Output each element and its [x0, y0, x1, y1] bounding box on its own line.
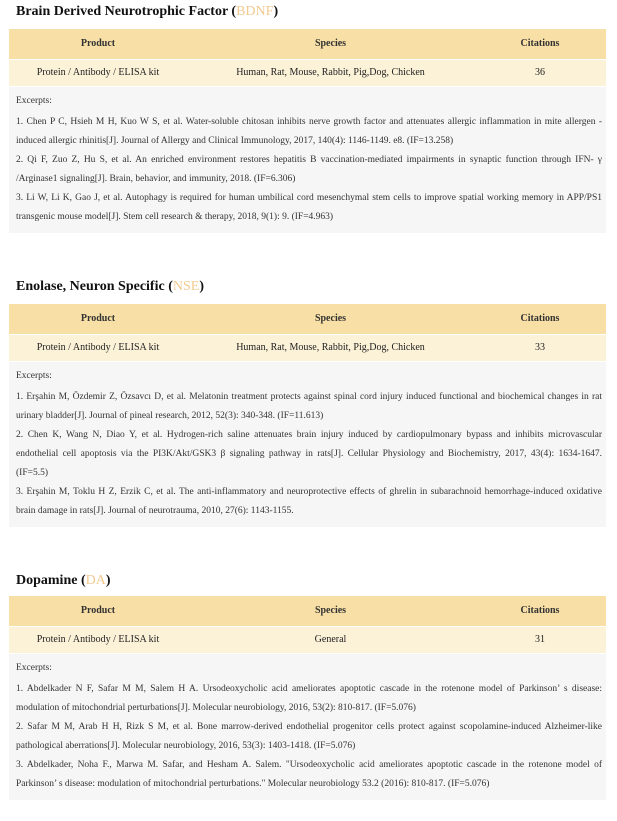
excerpt-item: 3. Erşahin M, Toklu H Z, Erzik C, et al. The anti-inflammatory and neuroprotective effects of ghrelin in subarachnoid hemorrhage-induced oxidative brain damage in rats[J]. Journal of neurotrauma, 2010, 27(6): 1143-1155. — [16, 486, 602, 516]
cell-species: Human, Rat, Mouse, Rabbit, Pig,Dog, Chicken — [187, 334, 474, 361]
table-header-row — [9, 596, 606, 626]
excerpts-label: Excerpts: — [16, 95, 52, 106]
excerpt-item: 1. Chen P C, Hsieh M H, Kuo W S, et al. Water-soluble chitosan inhibits nerve growth factor and attenuates allergic inflammation in mite allergen - induced allergic rhinitis[J]. Journal of Allergy and Clinical Immunology, 2017, 140(4): 1146-1149. e8. (IF=13.258) — [16, 116, 602, 146]
excerpts-box — [9, 87, 606, 233]
section-title — [16, 3, 606, 21]
section-abbr: DA — [85, 573, 106, 588]
cell-citations: 31 — [474, 626, 606, 653]
header-citations: Citations — [474, 304, 606, 334]
excerpt-item: 2. Qi F, Zuo Z, Hu S, et al. An enriched environment restores hepatitis B vaccination-mediated impairments in synaptic function through IFN- γ /Arginase1 signaling[J]. Brain, behavior, and immunity, 2018. (IF=6.306) — [16, 154, 602, 184]
section-nse — [9, 278, 606, 527]
section-abbr: NSE — [172, 279, 200, 294]
cell-citations: 36 — [474, 59, 606, 86]
excerpt-item: 2. Chen K, Wang N, Diao Y, et al. Hydrogen-rich saline attenuates brain injury induced by cardiopulmonary bypass and inhibits microvascular endothelial cell apoptosis via the PI3K/Akt/GSK3 β signaling pathway in rats[J]. Cellular Physiology and Biochemistry, 2017, 43(4): 1634-1647. (IF=5.5) — [16, 429, 602, 478]
section-title — [16, 572, 606, 590]
table-row — [9, 334, 606, 361]
header-citations: Citations — [474, 29, 606, 59]
section-dopamine — [9, 572, 606, 800]
header-species: Species — [187, 304, 474, 334]
section-title-text: Dopamine — [16, 573, 78, 588]
product-table — [9, 29, 606, 87]
excerpts-box — [9, 362, 606, 527]
paren-open: ( — [231, 4, 237, 19]
table-header-row — [9, 29, 606, 59]
cell-species: Human, Rat, Mouse, Rabbit, Pig,Dog, Chicken — [187, 59, 474, 86]
cell-citations: 33 — [474, 334, 606, 361]
header-species: Species — [187, 29, 474, 59]
section-abbr: BDNF — [236, 4, 274, 19]
excerpt-item: 3. Abdelkader, Noha F., Marwa M. Safar, and Hesham A. Salem. "Ursodeoxycholic acid ameliorates apoptotic cascade in the rotenone model of Parkinson’ s disease: modulation of mitochondrial perturbations." Molecular neurobiology 53.2 (2016): 810-817. (IF=5.076) — [16, 759, 602, 789]
paren-close: ) — [273, 4, 279, 19]
cell-product: Protein / Antibody / ELISA kit — [9, 334, 187, 361]
header-product: Product — [9, 29, 187, 59]
excerpt-item: 1. Abdelkader N F, Safar M M, Salem H A. Ursodeoxycholic acid ameliorates apoptotic cascade in the rotenone model of Parkinson’ s disease: modulation of mitochondrial perturbations[J]. Molecular neurobiology, 2016, 53(2): 810-817. (IF=5.076) — [16, 683, 602, 713]
excerpts-label: Excerpts: — [16, 370, 52, 381]
header-product: Product — [9, 304, 187, 334]
paren-open: ( — [80, 573, 86, 588]
excerpt-item: 3. Li W, Li K, Gao J, et al. Autophagy is required for human umbilical cord mesenchymal stem cells to improve spatial working memory in APP/PS1 transgenic mouse model[J]. Stem cell research & therapy, 2018, 9(1): 9. (IF=4.963) — [16, 192, 602, 222]
header-product: Product — [9, 596, 187, 626]
excerpt-item: 2. Safar M M, Arab H H, Rizk S M, et al. Bone marrow-derived endothelial progenitor cells protect against scopolamine-induced Alzheimer-like pathological aberrations[J]. Molecular neurobiology, 2016, 53(3): 1403-1418. (IF=5.076) — [16, 721, 602, 751]
section-bdnf — [9, 3, 606, 233]
cell-product: Protein / Antibody / ELISA kit — [9, 59, 187, 86]
excerpt-item: 1. Erşahin M, Özdemir Z, Özsavcı D, et al. Melatonin treatment protects against spinal cord injury induced functional and biochemical changes in rat urinary bladder[J]. Journal of pineal research, 2012, 52(3): 340-348. (IF=11.613) — [16, 391, 602, 421]
table-row — [9, 626, 606, 653]
table-header-row — [9, 304, 606, 334]
paren-close: ) — [105, 573, 111, 588]
section-title — [16, 278, 606, 296]
product-table — [9, 304, 606, 362]
excerpts-box — [9, 654, 606, 800]
cell-species: General — [187, 626, 474, 653]
section-title-text: Enolase, Neuron Specific — [16, 279, 165, 294]
header-species: Species — [187, 596, 474, 626]
paren-close: ) — [199, 279, 204, 294]
product-table — [9, 596, 606, 654]
table-row — [9, 59, 606, 86]
cell-product: Protein / Antibody / ELISA kit — [9, 626, 187, 653]
section-title-text: Brain Derived Neurotrophic Factor — [16, 4, 228, 19]
excerpts-label: Excerpts: — [16, 662, 52, 673]
paren-open: ( — [168, 279, 173, 294]
header-citations: Citations — [474, 596, 606, 626]
